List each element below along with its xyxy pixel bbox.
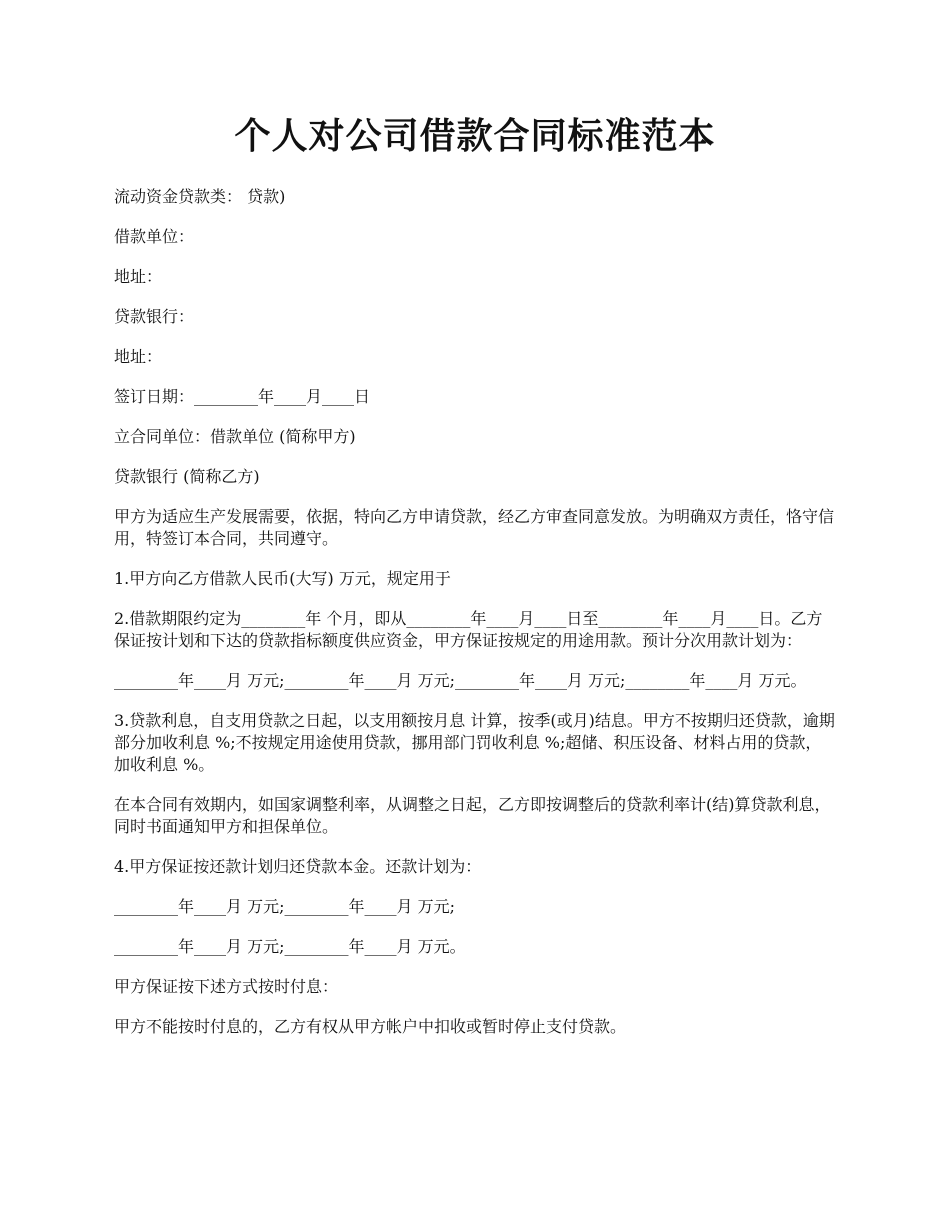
paragraph-clause-3: 3.贷款利息，自支用贷款之日起，以支用额按月息 计算，按季(或月)结息。甲方不按期归还贷款，逾期部分加收利息 %;不按规定用途使用贷款，挪用部门罚收利息 %;超储、积压设备、材料占用的贷款，加收利息 %。 xyxy=(114,711,835,774)
paragraph-usage-plan: ________年____月 万元;________年____月 万元;________年____月 万元;________年____月 万元。 xyxy=(114,671,807,690)
paragraph-lender-bank: 贷款银行： xyxy=(114,307,195,326)
document-title: 个人对公司借款合同标准范本 xyxy=(234,115,716,157)
paragraph-loan-type: 流动资金贷款类： 贷款) xyxy=(114,187,286,206)
paragraph-preamble: 甲方为适应生产发展需要，依据，特向乙方申请贷款，经乙方审查同意发放。为明确双方责任，恪守信用，特签订本合同，共同遵守。 xyxy=(114,507,835,548)
paragraph-repayment-line-2: ________年____月 万元;________年____月 万元。 xyxy=(114,937,466,956)
paragraph-interest-method: 甲方保证按下述方式按时付息： xyxy=(114,977,339,996)
paragraph-clause-1: 1.甲方向乙方借款人民币(大写) 万元，规定用于 xyxy=(114,569,451,588)
paragraph-borrower-address: 地址： xyxy=(114,267,163,286)
paragraph-party-a: 立合同单位：借款单位 (简称甲方) xyxy=(114,427,356,446)
paragraph-clause-2: 2.借款期限约定为________年 个月，即从________年____月____日至________年____月____日。乙方保证按计划和下达的贷款指标额度供应资金，甲方保证按规定的用途用款。预计分次用款计划为： xyxy=(114,609,823,650)
paragraph-rate-adjustment: 在本合同有效期内，如国家调整利率，从调整之日起，乙方即按调整后的贷款利率计(结)算贷款利息，同时书面通知甲方和担保单位。 xyxy=(114,795,831,836)
paragraph-repayment-line-1: ________年____月 万元;________年____月 万元; xyxy=(114,897,455,916)
paragraph-late-interest: 甲方不能按时付息的，乙方有权从甲方帐户中扣收或暂时停止支付贷款。 xyxy=(114,1017,627,1036)
paragraph-clause-4: 4.甲方保证按还款计划归还贷款本金。还款计划为： xyxy=(114,857,482,876)
paragraph-borrower: 借款单位： xyxy=(114,227,195,246)
paragraph-signing-date: 签订日期：________年____月____日 xyxy=(114,387,371,406)
paragraph-lender-address: 地址： xyxy=(114,347,163,366)
paragraph-party-b: 贷款银行 (简称乙方) xyxy=(114,467,260,486)
